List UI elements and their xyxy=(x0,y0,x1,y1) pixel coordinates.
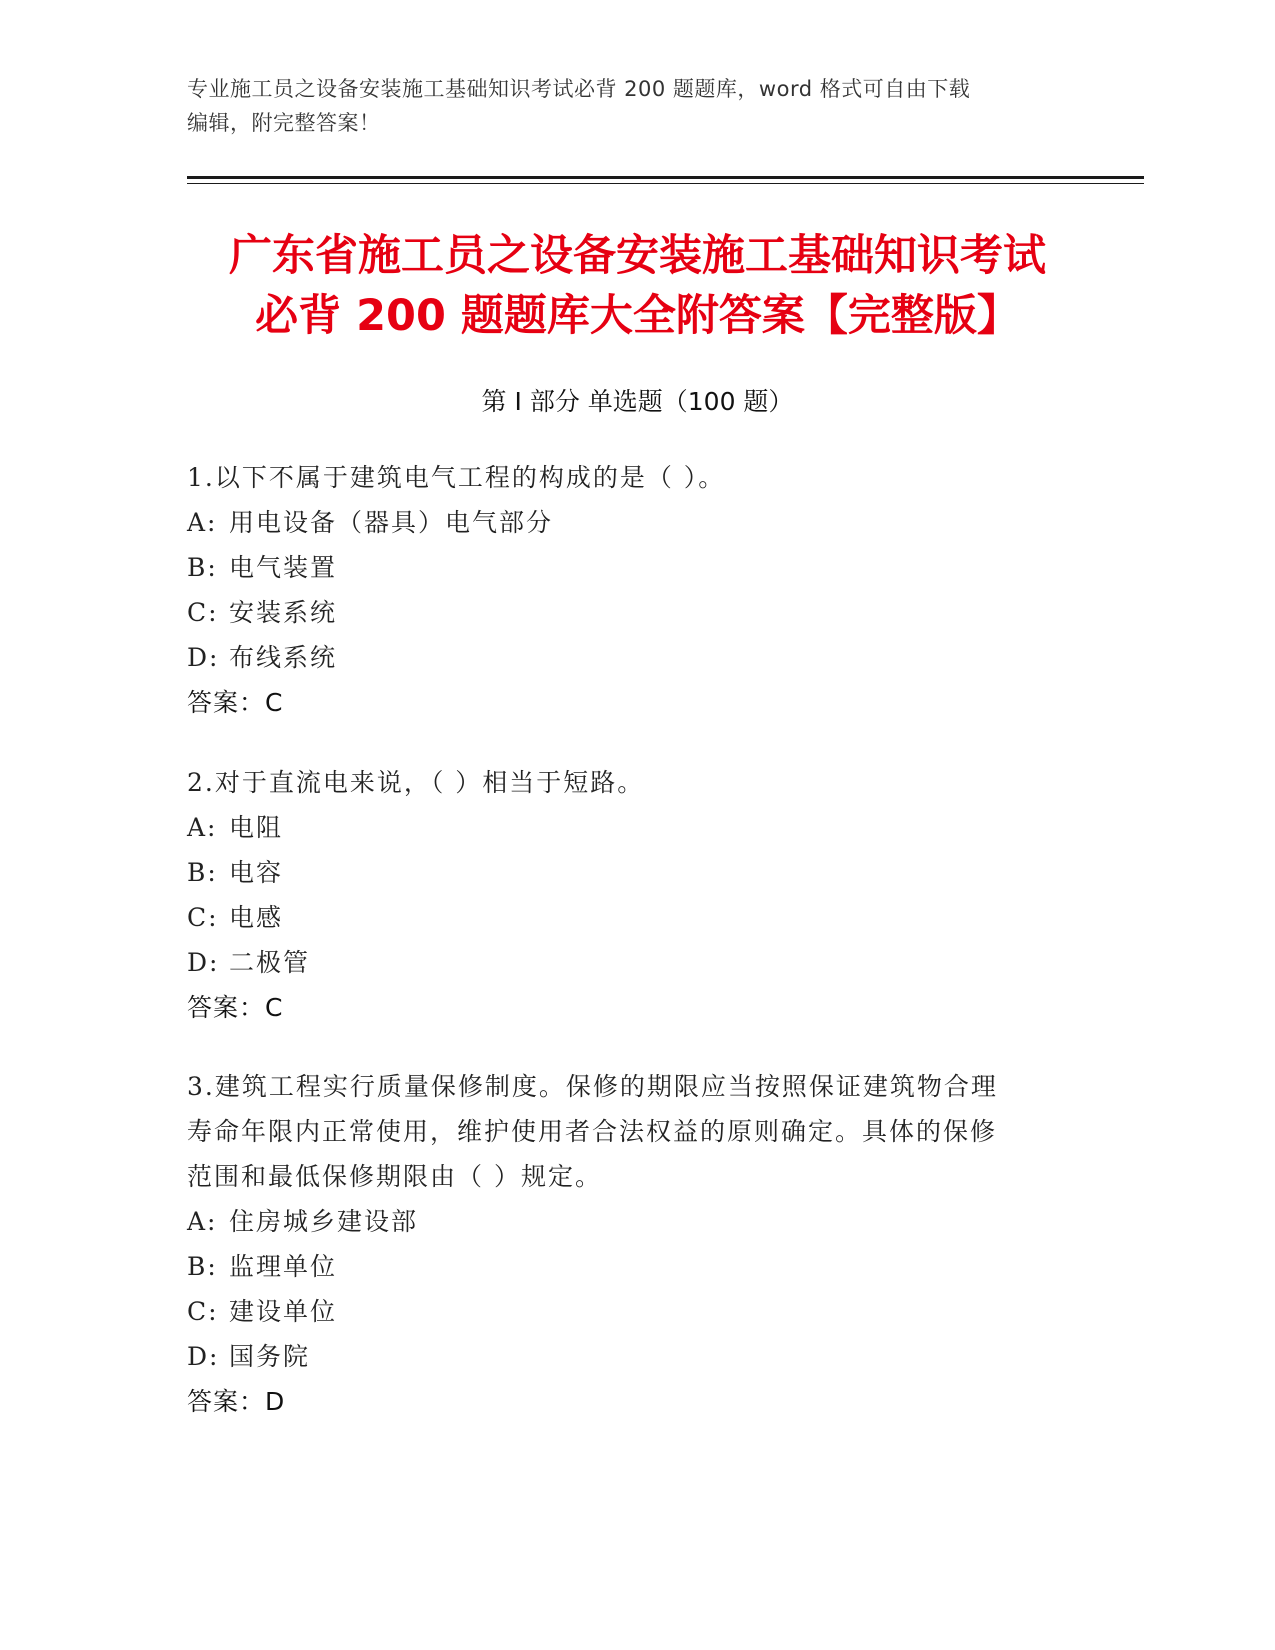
option-key: A: xyxy=(187,1207,218,1236)
question-stem: 2.对于直流电来说，（ ）相当于短路。 xyxy=(187,768,645,797)
option-key: A: xyxy=(187,813,218,842)
option-text: 电容 xyxy=(229,858,284,887)
document-title-line-1: 广东省施工员之设备安装施工基础知识考试 xyxy=(229,231,1046,281)
option-text: 监理单位 xyxy=(229,1252,338,1281)
document-title xyxy=(160,226,1115,346)
section-title: 第 I 部分 单选题（100 题） xyxy=(481,387,794,416)
question-3 xyxy=(187,1064,1067,1424)
header-note xyxy=(187,72,1087,140)
header-divider-thick xyxy=(187,176,1144,179)
option-key: A: xyxy=(187,508,218,537)
option-key: C: xyxy=(187,903,219,932)
option-key: B: xyxy=(187,858,218,887)
option-text: 住房城乡建设部 xyxy=(229,1207,419,1236)
answer: 答案：C xyxy=(187,688,284,717)
option-text: 电感 xyxy=(229,903,284,932)
option-d xyxy=(187,940,1067,985)
option-d xyxy=(187,1334,1067,1379)
header-note-line-1: 专业施工员之设备安装施工基础知识考试必背 200 题题库，word 格式可自由下载 xyxy=(187,77,971,101)
option-text: 国务院 xyxy=(229,1342,311,1371)
question-1 xyxy=(187,455,1067,725)
option-b xyxy=(187,1244,1067,1289)
option-key: C: xyxy=(187,1297,219,1326)
option-key: D: xyxy=(187,643,220,672)
option-d xyxy=(187,635,1067,680)
option-c xyxy=(187,895,1067,940)
header-divider-thin xyxy=(187,183,1144,184)
option-text: 电阻 xyxy=(229,813,284,842)
option-text: 布线系统 xyxy=(229,643,338,672)
question-stem-line-3: 范围和最低保修期限由（ ）规定。 xyxy=(187,1162,602,1191)
option-key: B: xyxy=(187,1252,218,1281)
option-b xyxy=(187,850,1067,895)
option-c xyxy=(187,1289,1067,1334)
option-text: 建设单位 xyxy=(229,1297,338,1326)
option-c xyxy=(187,590,1067,635)
answer: 答案：D xyxy=(187,1387,286,1416)
option-text: 安装系统 xyxy=(229,598,338,627)
option-a xyxy=(187,500,1067,545)
option-text: 电气装置 xyxy=(229,553,338,582)
option-text: 二极管 xyxy=(229,948,311,977)
option-key: D: xyxy=(187,948,220,977)
option-b xyxy=(187,545,1067,590)
question-stem-line-1: 3.建筑工程实行质量保修制度。保修的期限应当按照保证建筑物合理 xyxy=(187,1072,998,1101)
option-a xyxy=(187,805,1067,850)
option-key: B: xyxy=(187,553,218,582)
option-key: C: xyxy=(187,598,219,627)
question-stem-line-2: 寿命年限内正常使用，维护使用者合法权益的原则确定。具体的保修 xyxy=(187,1117,998,1146)
document-title-line-2: 必背 200 题题库大全附答案【完整版】 xyxy=(255,291,1020,341)
option-text: 用电设备（器具）电气部分 xyxy=(229,508,554,537)
answer: 答案：C xyxy=(187,993,284,1022)
option-key: D: xyxy=(187,1342,220,1371)
header-note-line-2: 编辑，附完整答案！ xyxy=(187,111,381,135)
question-2 xyxy=(187,760,1067,1030)
question-stem: 1.以下不属于建筑电气工程的构成的是（ ）。 xyxy=(187,463,726,492)
option-a xyxy=(187,1199,1067,1244)
